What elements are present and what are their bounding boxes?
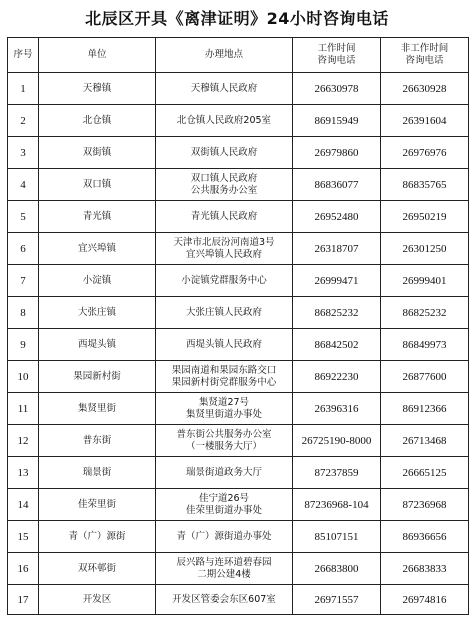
header-unit: 单位 <box>39 38 156 73</box>
cell-place-line: 宜兴埠镇人民政府 <box>185 248 262 260</box>
cell-place <box>156 105 293 137</box>
cell-place <box>156 73 293 105</box>
cell-seq: 7 <box>8 265 39 297</box>
cell-place-line: 佳宁道26号 <box>198 492 250 504</box>
cell-place-line: （一楼服务大厅） <box>185 440 262 452</box>
table-row <box>8 521 469 553</box>
cell-unit: 集贤里街 <box>39 393 156 425</box>
cell-work-phone: 26979860 <box>293 137 381 169</box>
cell-unit: 青光镇 <box>39 201 156 233</box>
cell-place-line: 青（广）源街道办事处 <box>176 530 272 542</box>
cell-seq: 14 <box>8 489 39 521</box>
cell-place-line: 佳荣里街道办事处 <box>185 504 262 516</box>
cell-nonwork-phone: 87236968 <box>381 489 469 521</box>
cell-place-line: 大张庄镇人民政府 <box>185 306 262 318</box>
cell-place-line: 集贤道27号 <box>198 396 250 408</box>
cell-place <box>156 361 293 393</box>
cell-seq: 12 <box>8 425 39 457</box>
cell-place-line: 西堤头镇人民政府 <box>185 338 262 350</box>
cell-unit: 双口镇 <box>39 169 156 201</box>
cell-seq: 11 <box>8 393 39 425</box>
cell-unit: 双环邨街 <box>39 553 156 585</box>
cell-unit: 西堤头镇 <box>39 329 156 361</box>
cell-place <box>156 297 293 329</box>
cell-work-phone: 87236968-104 <box>293 489 381 521</box>
header-nonwork-phone-line1: 非工作时间 <box>400 43 449 54</box>
header-work-phone-line2: 咨询电话 <box>317 55 356 66</box>
header-nonwork-phone-line2: 咨询电话 <box>405 55 444 66</box>
cell-unit: 青（广）源街 <box>39 521 156 553</box>
cell-work-phone: 86922230 <box>293 361 381 393</box>
cell-place <box>156 585 293 615</box>
cell-place-line: 果园南道和果园东路交口 <box>171 364 277 376</box>
cell-unit: 开发区 <box>39 585 156 615</box>
cell-seq: 13 <box>8 457 39 489</box>
cell-unit: 果园新村街 <box>39 361 156 393</box>
cell-place-line: 瑞景街道政务大厅 <box>185 466 262 478</box>
table-row <box>8 137 469 169</box>
cell-nonwork-phone: 26877600 <box>381 361 469 393</box>
cell-place-line: 青光镇人民政府 <box>190 210 258 222</box>
cell-nonwork-phone: 26976976 <box>381 137 469 169</box>
cell-work-phone: 26971557 <box>293 585 381 615</box>
cell-seq: 1 <box>8 73 39 105</box>
cell-work-phone: 26683800 <box>293 553 381 585</box>
cell-place-line: 双口镇人民政府 <box>190 172 258 184</box>
cell-nonwork-phone: 86835765 <box>381 169 469 201</box>
table-body <box>8 73 469 615</box>
cell-place <box>156 169 293 201</box>
cell-nonwork-phone: 26683833 <box>381 553 469 585</box>
cell-work-phone: 85107151 <box>293 521 381 553</box>
cell-place <box>156 489 293 521</box>
cell-place-line: 小淀镇党群服务中心 <box>181 274 267 286</box>
cell-unit: 宜兴埠镇 <box>39 233 156 265</box>
table-row <box>8 105 469 137</box>
header-seq: 序号 <box>8 38 39 73</box>
cell-nonwork-phone: 26630928 <box>381 73 469 105</box>
cell-place <box>156 201 293 233</box>
cell-place-line: 集贤里街道办事处 <box>185 408 262 420</box>
cell-nonwork-phone: 86936656 <box>381 521 469 553</box>
cell-seq: 5 <box>8 201 39 233</box>
cell-work-phone: 26630978 <box>293 73 381 105</box>
table-row <box>8 553 469 585</box>
cell-nonwork-phone: 26391604 <box>381 105 469 137</box>
cell-seq: 10 <box>8 361 39 393</box>
table-row <box>8 297 469 329</box>
table-row <box>8 233 469 265</box>
cell-place-line: 开发区管委会东区607室 <box>172 593 276 605</box>
cell-place <box>156 393 293 425</box>
cell-seq: 16 <box>8 553 39 585</box>
cell-work-phone: 86842502 <box>293 329 381 361</box>
cell-unit: 双街镇 <box>39 137 156 169</box>
cell-place-line: 公共服务办公室 <box>190 184 258 196</box>
header-nonwork-phone <box>381 38 469 73</box>
table-row <box>8 425 469 457</box>
table-row <box>8 73 469 105</box>
hotline-table <box>7 37 469 615</box>
cell-place-line: 辰兴路与连环道碧春园 <box>176 556 272 568</box>
table-row <box>8 265 469 297</box>
cell-seq: 9 <box>8 329 39 361</box>
header-place: 办理地点 <box>156 38 293 73</box>
cell-place <box>156 329 293 361</box>
cell-work-phone: 26999471 <box>293 265 381 297</box>
cell-work-phone: 86915949 <box>293 105 381 137</box>
cell-unit: 天穆镇 <box>39 73 156 105</box>
cell-place <box>156 521 293 553</box>
cell-work-phone: 86825232 <box>293 297 381 329</box>
cell-seq: 3 <box>8 137 39 169</box>
table-row <box>8 361 469 393</box>
cell-seq: 2 <box>8 105 39 137</box>
cell-work-phone: 26396316 <box>293 393 381 425</box>
cell-nonwork-phone: 26665125 <box>381 457 469 489</box>
header-work-phone <box>293 38 381 73</box>
cell-seq: 17 <box>8 585 39 615</box>
cell-unit: 北仓镇 <box>39 105 156 137</box>
cell-unit: 瑞景街 <box>39 457 156 489</box>
cell-work-phone: 87237859 <box>293 457 381 489</box>
cell-work-phone: 26952480 <box>293 201 381 233</box>
cell-place <box>156 425 293 457</box>
cell-unit: 普东街 <box>39 425 156 457</box>
table-row <box>8 585 469 615</box>
document-title: 北辰区开具《离津证明》24小时咨询电话 <box>85 9 389 28</box>
cell-place-line: 普东街公共服务办公室 <box>176 428 272 440</box>
cell-nonwork-phone: 86825232 <box>381 297 469 329</box>
cell-unit: 小淀镇 <box>39 265 156 297</box>
cell-place <box>156 233 293 265</box>
cell-unit: 大张庄镇 <box>39 297 156 329</box>
cell-work-phone: 26318707 <box>293 233 381 265</box>
table-row <box>8 201 469 233</box>
cell-work-phone: 26725190-8000 <box>293 425 381 457</box>
cell-place-line: 果园新村街党群服务中心 <box>171 376 277 388</box>
cell-seq: 8 <box>8 297 39 329</box>
cell-seq: 6 <box>8 233 39 265</box>
cell-place <box>156 553 293 585</box>
cell-nonwork-phone: 26999401 <box>381 265 469 297</box>
cell-nonwork-phone: 86849973 <box>381 329 469 361</box>
cell-nonwork-phone: 26974816 <box>381 585 469 615</box>
cell-seq: 15 <box>8 521 39 553</box>
cell-place-line: 天津市北辰汾河南道3号 <box>173 236 275 248</box>
table-row <box>8 457 469 489</box>
cell-nonwork-phone: 26301250 <box>381 233 469 265</box>
cell-work-phone: 86836077 <box>293 169 381 201</box>
cell-place-line: 北仓镇人民政府205室 <box>176 114 272 126</box>
cell-place <box>156 137 293 169</box>
header-work-phone-line1: 工作时间 <box>317 43 356 54</box>
cell-unit: 佳荣里街 <box>39 489 156 521</box>
table-row <box>8 393 469 425</box>
table-row <box>8 169 469 201</box>
cell-nonwork-phone: 26713468 <box>381 425 469 457</box>
cell-place-line: 二期公建4楼 <box>197 568 251 580</box>
cell-nonwork-phone: 86912366 <box>381 393 469 425</box>
cell-place-line: 天穆镇人民政府 <box>190 82 258 94</box>
table-row <box>8 329 469 361</box>
table-header-row <box>8 38 469 73</box>
cell-nonwork-phone: 26950219 <box>381 201 469 233</box>
table-row <box>8 489 469 521</box>
cell-place-line: 双街镇人民政府 <box>190 146 258 158</box>
cell-place <box>156 265 293 297</box>
cell-seq: 4 <box>8 169 39 201</box>
cell-place <box>156 457 293 489</box>
